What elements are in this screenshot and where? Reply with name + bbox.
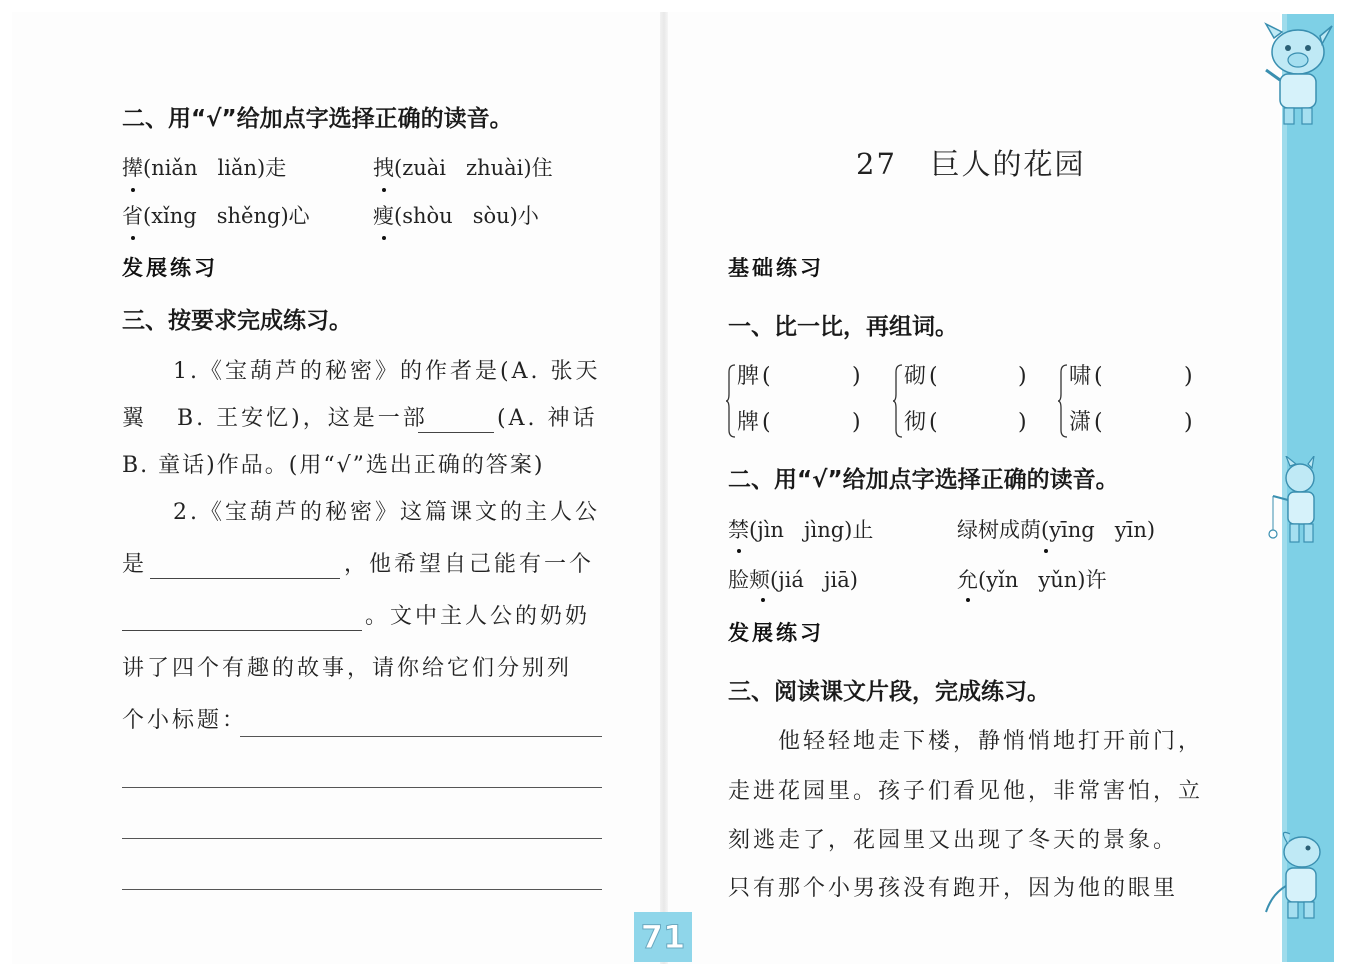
dotted-char: 撵	[122, 156, 143, 180]
passage-line: 走进花园里。孩子们看见他，非常害怕，立	[728, 779, 1204, 804]
close-paren: )	[1184, 364, 1196, 389]
lesson-title: 27 巨人的花园	[856, 147, 1086, 181]
dotted-char: 拽	[373, 156, 394, 180]
right-sec2-title: 二、用“√”给加点字选择正确的读音。	[728, 467, 1119, 493]
right-sec1-title: 一、比一比，再组词。	[728, 314, 958, 340]
passage-line: 他轻轻地走下楼，静悄悄地打开前门，	[778, 729, 1204, 754]
q2-blank-wish[interactable]	[122, 630, 362, 631]
right-pinyin-item: 绿树成荫(yīng yīn)	[957, 518, 1156, 542]
pig-mascot-icon	[1258, 18, 1336, 130]
q2-blank-protagonist[interactable]	[150, 578, 340, 579]
left-pinyin-item: 撵(niǎn liǎn)走	[122, 156, 287, 180]
dotted-char: 颊	[749, 568, 770, 592]
q2-line2b: ，他希望自己能有一个	[344, 552, 595, 577]
left-sec2-title: 二、用“√”给加点字选择正确的读音。	[122, 106, 513, 132]
q1-line3: B. 童话)作品。(用“√”选出正确的答案)	[122, 453, 545, 478]
answer-line[interactable]	[240, 736, 602, 737]
brace-icon	[726, 364, 736, 438]
emphasis-dot	[1044, 549, 1048, 553]
page-number: 71	[634, 912, 692, 962]
left-pinyin-item: 拽(zuài zhuài)住	[373, 156, 553, 180]
emphasis-dot	[737, 549, 741, 553]
left-sec3-title: 三、按要求完成练习。	[122, 308, 352, 334]
close-paren: )	[1184, 410, 1196, 435]
answer-line[interactable]	[122, 838, 602, 839]
passage-line: 只有那个小男孩没有跑开，因为他的眼里	[728, 876, 1179, 901]
emphasis-dot	[131, 236, 135, 240]
right-dev-heading: 发展练习	[728, 621, 824, 645]
brace-icon	[1058, 364, 1068, 438]
q2-line4: 讲了四个有趣的故事，请你给它们分别列	[122, 656, 573, 681]
emphasis-dot	[382, 188, 386, 192]
compare-item: 牌(	[737, 410, 774, 435]
compare-item: 啸(	[1069, 364, 1106, 389]
right-pinyin-item: 允(yǐn yǔn)许	[957, 568, 1107, 592]
q2-line2a: 是	[122, 552, 148, 577]
left-dev-heading: 发展练习	[122, 256, 218, 280]
dotted-char: 允	[957, 568, 978, 592]
q1-line2b: (A. 神话	[497, 406, 598, 431]
dog-mascot-icon	[1262, 826, 1332, 930]
emphasis-dot	[382, 236, 386, 240]
close-paren: )	[852, 410, 864, 435]
compare-item: 脾(	[737, 364, 774, 389]
book-gutter	[660, 12, 668, 964]
compare-item: 彻(	[904, 410, 941, 435]
q1-line2a: 翼 B. 王安忆)，这是一部	[122, 406, 428, 431]
cat-yoyo-mascot-icon	[1264, 456, 1330, 552]
q2-line3: 。文中主人公的奶奶	[365, 604, 591, 629]
q1-blank-genre[interactable]	[418, 432, 494, 433]
compare-item: 潇(	[1069, 410, 1106, 435]
dotted-char: 省	[122, 204, 143, 228]
brace-icon	[893, 364, 903, 438]
emphasis-dot	[966, 598, 970, 602]
q2-line5: 个小标题：	[122, 708, 248, 733]
close-paren: )	[1018, 364, 1030, 389]
left-pinyin-item: 瘦(shòu sòu)小	[373, 204, 539, 228]
right-pinyin-item: 禁(jìn jìng)止	[728, 518, 874, 542]
close-paren: )	[1018, 410, 1030, 435]
left-pinyin-item: 省(xǐng shěng)心	[122, 204, 310, 228]
close-paren: )	[852, 364, 864, 389]
q2-line1: 2.《宝葫芦的秘密》这篇课文的主人公	[173, 500, 600, 525]
dotted-char: 荫	[1020, 518, 1041, 542]
right-sec3-title: 三、阅读课文片段，完成练习。	[728, 679, 1050, 705]
dotted-char: 瘦	[373, 204, 394, 228]
compare-item: 砌(	[904, 364, 941, 389]
emphasis-dot	[761, 598, 765, 602]
passage-line: 刻逃走了，花园里又出现了冬天的景象。	[728, 828, 1179, 853]
emphasis-dot	[131, 188, 135, 192]
q1-line1: 1.《宝葫芦的秘密》的作者是(A. 张天	[173, 359, 601, 384]
answer-line[interactable]	[122, 787, 602, 788]
right-pinyin-item: 脸颊(jiá jiā)	[728, 568, 858, 592]
right-basic-heading: 基础练习	[728, 256, 824, 280]
answer-line[interactable]	[122, 889, 602, 890]
dotted-char: 禁	[728, 518, 749, 542]
